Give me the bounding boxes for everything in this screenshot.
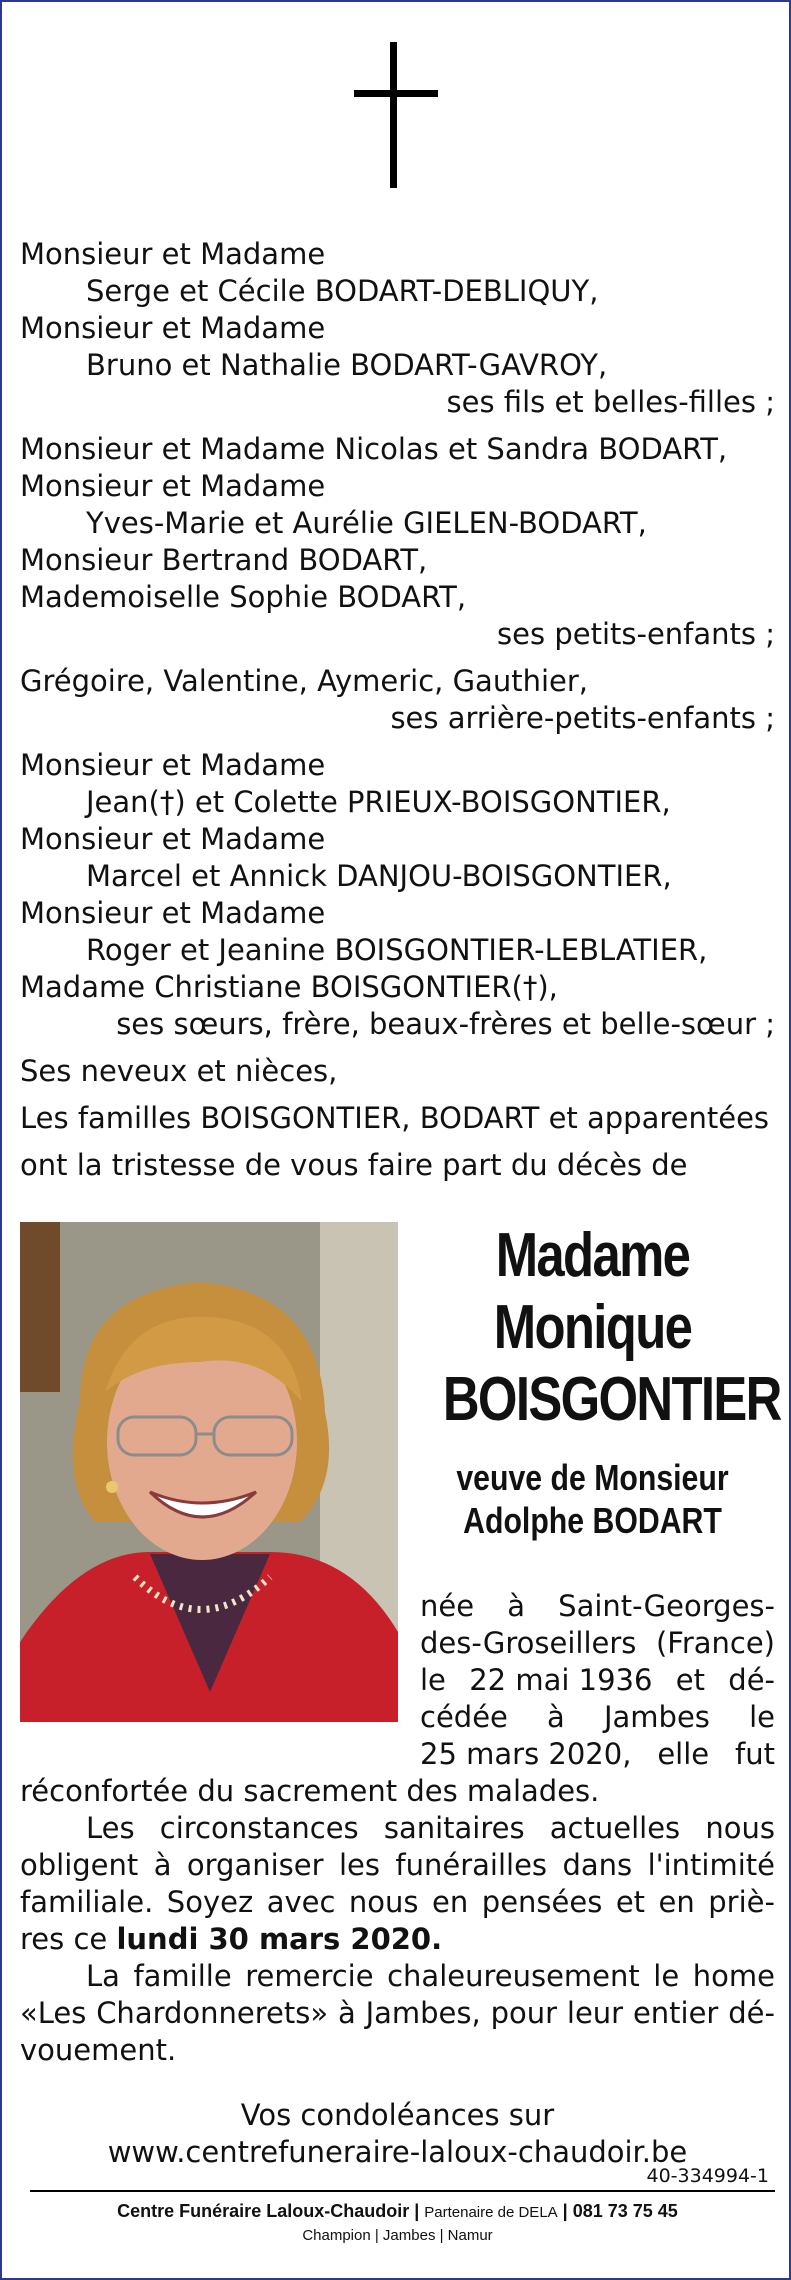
birth-death-info bbox=[420, 1588, 775, 1773]
birth-word: Jambes bbox=[603, 1700, 710, 1734]
word: Chardonnerets» bbox=[96, 1996, 329, 2030]
funeral-home-name: Centre Funéraire Laloux-Chaudoir bbox=[117, 2201, 410, 2221]
family-line: Serge et Cécile BODART-DEBLIQUY, bbox=[86, 274, 599, 308]
word: leur bbox=[566, 1996, 624, 2030]
funeral-home-phone: 081 73 75 45 bbox=[572, 2201, 678, 2221]
family-list bbox=[20, 236, 775, 1184]
sacrament-line: réconfortée du sacrement des malades. bbox=[20, 1774, 600, 1808]
word: funérailles bbox=[395, 1848, 548, 1882]
family-line: Monsieur et Madame bbox=[20, 822, 326, 856]
family-line: Monsieur et Madame bbox=[20, 311, 326, 345]
family-line: Jean(†) et Colette PRIEUX-BOISGONTIER, bbox=[86, 785, 671, 819]
word: et bbox=[615, 1885, 646, 1919]
family-line: ses sœurs, frère, beaux-frères et belle-sœur ; bbox=[116, 1007, 775, 1041]
portrait-photo bbox=[20, 1222, 398, 1722]
deceased-name-block bbox=[410, 1220, 781, 1542]
birth-word: le bbox=[420, 1663, 446, 1697]
birth-word: 22 mai 1936 bbox=[469, 1663, 653, 1697]
word: nous bbox=[705, 1811, 775, 1845]
condolences-block bbox=[20, 2097, 775, 2171]
birth-word: à bbox=[507, 1589, 526, 1623]
funeral-line-1 bbox=[20, 1810, 775, 1847]
word: chaleureusement bbox=[387, 1959, 640, 1993]
cross-icon bbox=[354, 42, 438, 188]
word: à bbox=[337, 1996, 356, 2030]
word: à bbox=[153, 1848, 172, 1882]
family-line: Roger et Jeanine BOISGONTIER-LEBLATIER, bbox=[86, 933, 708, 967]
word: en bbox=[432, 1885, 469, 1919]
family-line: Monsieur et Madame bbox=[20, 748, 326, 782]
funeral-date-prefix: res ce bbox=[20, 1922, 117, 1956]
word: organiser bbox=[186, 1848, 324, 1882]
family-line: Ses neveux et nièces, bbox=[20, 1054, 338, 1088]
funeral-line-4 bbox=[20, 1921, 775, 1958]
word: actuelles bbox=[549, 1811, 681, 1845]
deceased-first-name: Monique bbox=[493, 1293, 692, 1362]
birth-line bbox=[420, 1736, 775, 1773]
birth-line bbox=[420, 1588, 775, 1625]
word: Soyez bbox=[166, 1885, 254, 1919]
word: pour bbox=[490, 1996, 558, 2030]
family-line: ses fils et belles-filles ; bbox=[446, 385, 775, 419]
word: circonstances bbox=[159, 1811, 359, 1845]
word: avec bbox=[266, 1885, 336, 1919]
family-line: Monsieur et Madame bbox=[20, 237, 326, 271]
widow-line-1: veuve de Monsieur bbox=[456, 1457, 729, 1498]
word: Les bbox=[86, 1811, 135, 1845]
birth-word: 25 mars 2020, bbox=[420, 1737, 632, 1771]
word: le bbox=[653, 1959, 680, 1993]
family-line: ses petits-enfants ; bbox=[497, 617, 775, 651]
word: dans bbox=[562, 1848, 633, 1882]
birth-line bbox=[420, 1625, 775, 1662]
family-line: Monsieur et Madame bbox=[20, 469, 326, 503]
word: priè- bbox=[708, 1885, 775, 1919]
word: les bbox=[338, 1848, 380, 1882]
deceased-title: Madame bbox=[495, 1221, 690, 1290]
birth-word: (France) bbox=[655, 1626, 775, 1660]
thanks-line-3: vouement. bbox=[20, 2033, 177, 2067]
birth-word: fut bbox=[735, 1737, 775, 1771]
birth-word: dé- bbox=[728, 1663, 775, 1697]
word: entier bbox=[632, 1996, 719, 2030]
footer-separator: | bbox=[409, 2201, 425, 2221]
word: La bbox=[86, 1959, 120, 1993]
family-line: Yves-Marie et Aurélie GIELEN-BODART, bbox=[86, 506, 647, 540]
family-line: Mademoiselle Sophie BODART, bbox=[20, 580, 467, 614]
condolences-label: Vos condoléances sur bbox=[240, 2098, 555, 2132]
word: home bbox=[692, 1959, 775, 1993]
birth-word: à bbox=[547, 1700, 565, 1734]
footer-separator: | bbox=[557, 2201, 573, 2221]
birth-word: elle bbox=[657, 1737, 710, 1771]
word: Jambes, bbox=[365, 1996, 481, 2030]
family-line: ses arrière-petits-enfants ; bbox=[390, 701, 775, 735]
birth-word: des-Groseillers bbox=[420, 1626, 637, 1660]
reference-number: 40-334994-1 bbox=[646, 2165, 769, 2187]
deceased-last-name: BOISGONTIER bbox=[442, 1365, 781, 1434]
paragraph-sacrament bbox=[20, 1773, 775, 1810]
footer-line-1 bbox=[20, 2199, 775, 2225]
family-line: Monsieur Bertrand BODART, bbox=[20, 543, 428, 577]
word: sanitaires bbox=[383, 1811, 525, 1845]
word: dé- bbox=[728, 1996, 775, 2030]
family-line: Marcel et Annick DANJOU-BOISGONTIER, bbox=[86, 859, 672, 893]
word: famille bbox=[133, 1959, 232, 1993]
thanks-line-2 bbox=[20, 1995, 775, 2032]
family-line: Grégoire, Valentine, Aymeric, Gauthier, bbox=[20, 664, 588, 698]
word: familiale. bbox=[20, 1885, 154, 1919]
birth-word: née bbox=[420, 1589, 475, 1623]
partner-label: Partenaire de DELA bbox=[424, 2204, 558, 2221]
paragraph-thanks bbox=[20, 1958, 775, 2069]
birth-word: cédée bbox=[420, 1700, 508, 1734]
birth-line bbox=[420, 1662, 775, 1699]
thanks-line-1 bbox=[20, 1958, 775, 1995]
funeral-line-2 bbox=[20, 1847, 775, 1884]
paragraph-funeral bbox=[20, 1810, 775, 1958]
funeral-home-locations: Champion | Jambes | Namur bbox=[302, 2227, 493, 2244]
family-line: Les familles BOISGONTIER, BODART et apparentées bbox=[20, 1101, 770, 1135]
birth-word: le bbox=[749, 1700, 775, 1734]
word: nous bbox=[348, 1885, 419, 1919]
funeral-date: lundi 30 mars 2020. bbox=[116, 1922, 443, 1956]
funeral-line-3 bbox=[20, 1884, 775, 1921]
funeral-home-footer bbox=[20, 2199, 775, 2247]
birth-line bbox=[420, 1699, 775, 1736]
family-line: Bruno et Nathalie BODART-GAVROY, bbox=[86, 348, 608, 382]
word: obligent bbox=[20, 1848, 139, 1882]
family-line: Monsieur et Madame bbox=[20, 896, 326, 930]
family-line: Monsieur et Madame Nicolas et Sandra BODART, bbox=[20, 432, 728, 466]
word: l'intimité bbox=[647, 1848, 775, 1882]
family-line: ont la tristesse de vous faire part du décès de bbox=[20, 1148, 688, 1182]
family-line: Madame Christiane BOISGONTIER(†), bbox=[20, 970, 558, 1004]
widow-line-2: Adolphe BODART bbox=[463, 1500, 722, 1541]
footer-divider bbox=[30, 2190, 775, 2192]
birth-word: et bbox=[675, 1663, 705, 1697]
word: remercie bbox=[245, 1959, 374, 1993]
condolences-url-link[interactable]: www.centrefuneraire-laloux-chaudoir.be bbox=[107, 2135, 688, 2169]
word: «Les bbox=[20, 1996, 87, 2030]
word: en bbox=[658, 1885, 695, 1919]
birth-word: Saint-Georges- bbox=[558, 1589, 775, 1623]
word: pensées bbox=[481, 1885, 603, 1919]
